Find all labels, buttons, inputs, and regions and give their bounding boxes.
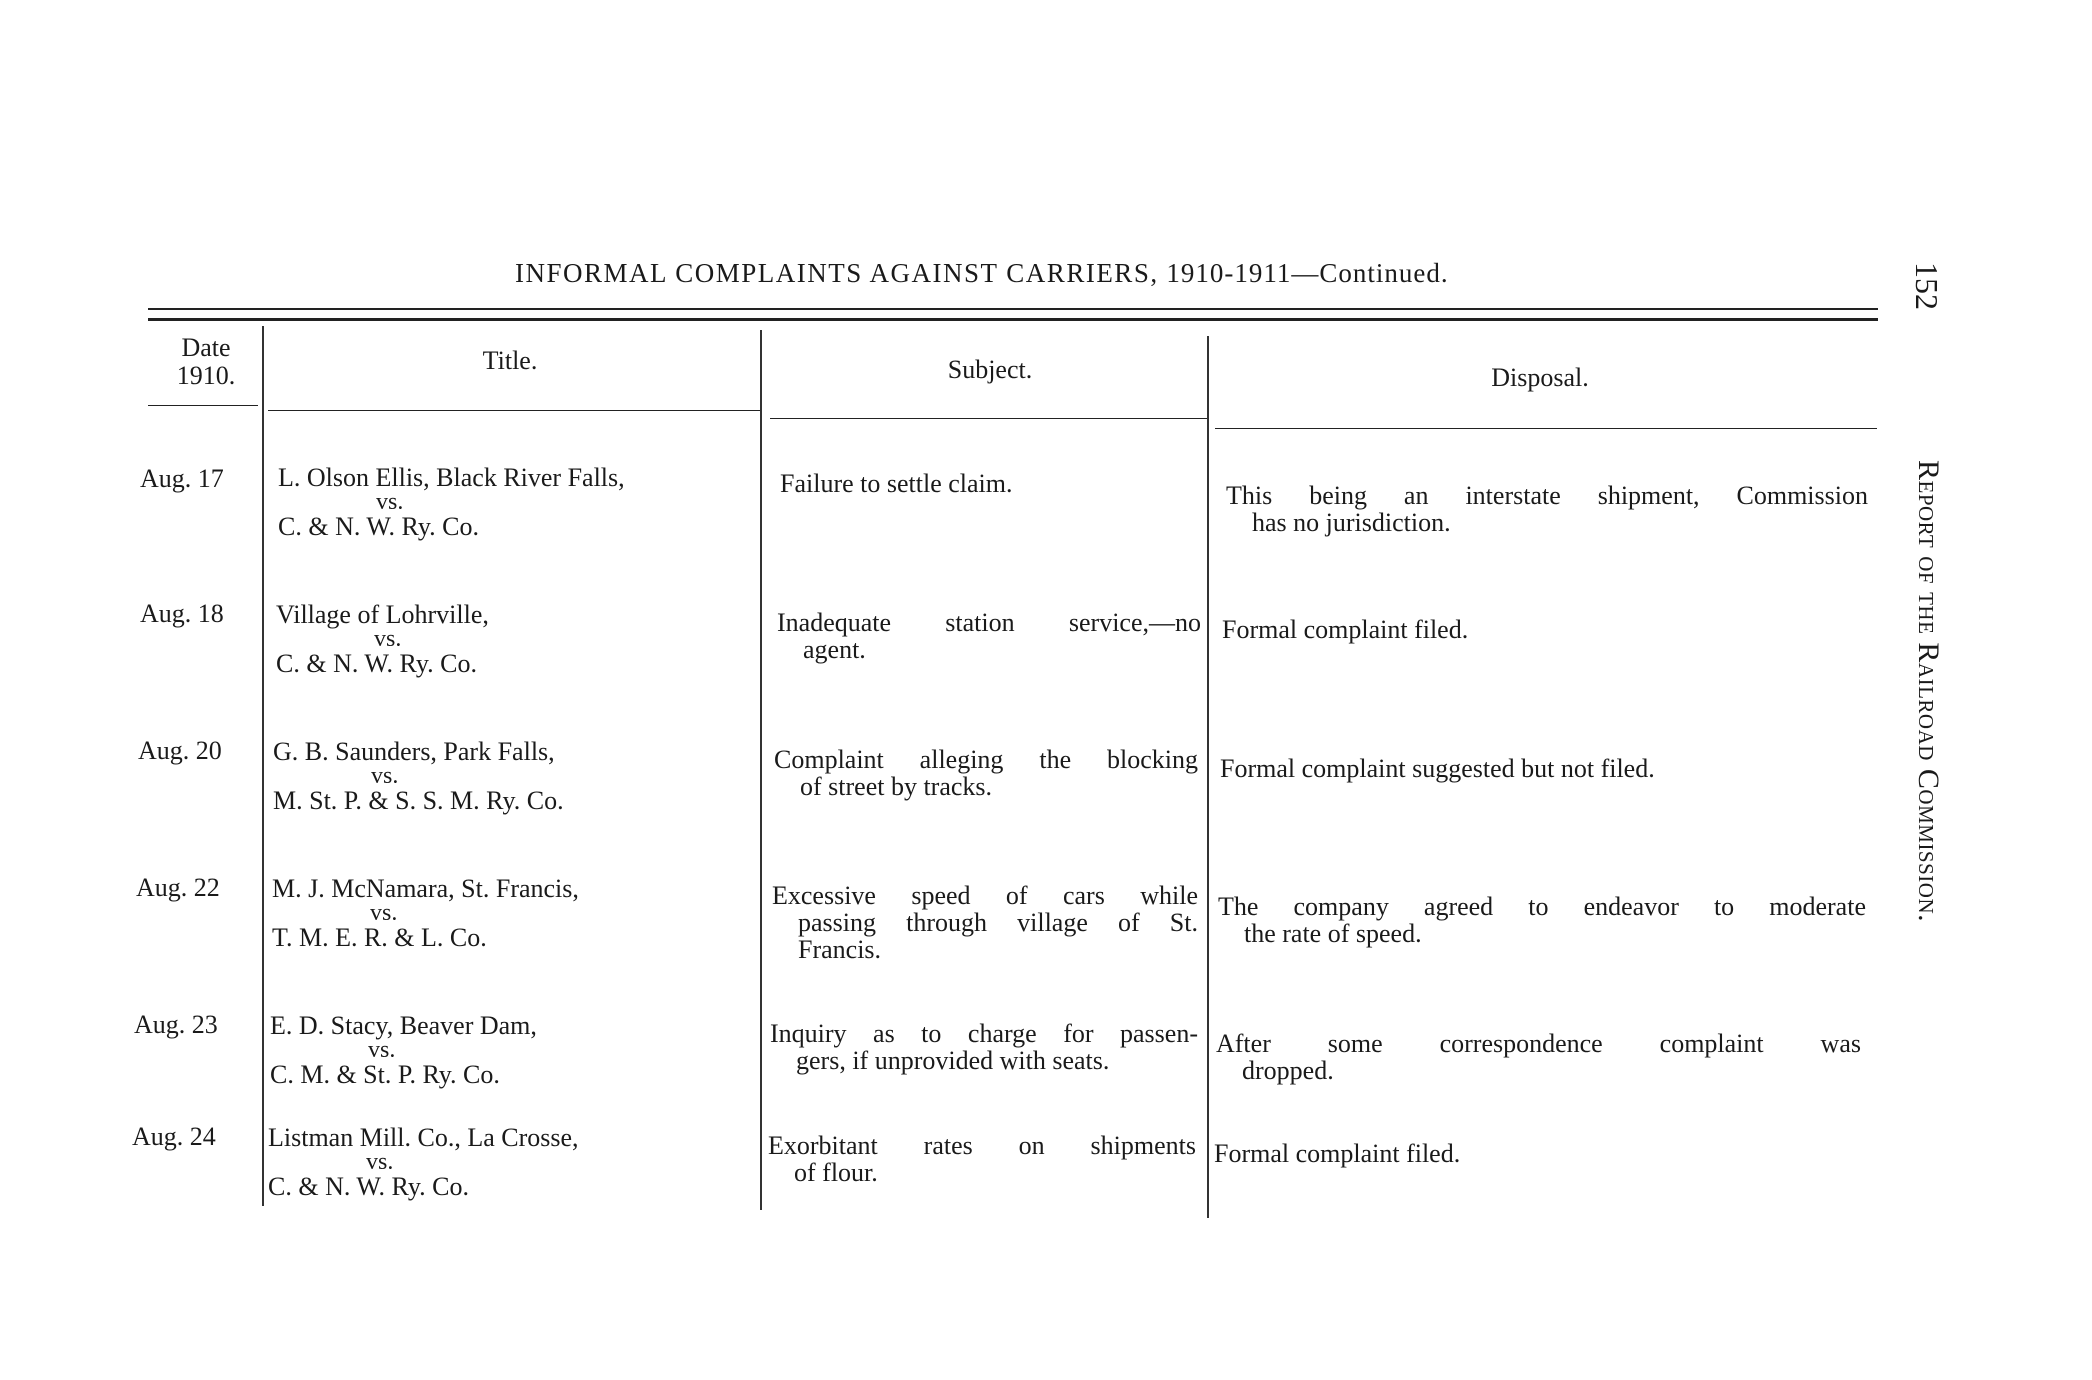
row-2-subject <box>777 609 1201 663</box>
row-2-disposal-line1: Formal complaint filed. <box>1222 615 1469 644</box>
row-4-defendant: T. M. E. R. & L. Co. <box>272 923 487 952</box>
row-4-title <box>272 875 579 951</box>
header-disposal: Disposal. <box>1491 363 1589 392</box>
row-5-subject-line2: gers, if unprovided with seats. <box>796 1046 1110 1075</box>
header-rule-date <box>148 405 258 406</box>
heading-suffix: —Continued. <box>1291 258 1449 288</box>
row-6-title <box>268 1124 579 1200</box>
row-5-vs: vs. <box>368 1037 396 1063</box>
row-3-subject-line1: Complaint alleging the blocking <box>774 745 1198 774</box>
header-date-line2: 1910. <box>176 361 236 390</box>
row-3-disposal-line1: Formal complaint suggested but not filed. <box>1220 754 1655 783</box>
row-2-complainant: Village of Lohrville, <box>276 600 489 629</box>
header-rule-title <box>268 410 760 411</box>
row-2-defendant: C. & N. W. Ry. Co. <box>276 649 477 678</box>
row-3-disposal <box>1220 755 1655 782</box>
row-6-subject-line1: Exorbitant rates on shipments <box>768 1131 1196 1160</box>
row-2-title <box>276 601 489 677</box>
row-3-defendant: M. St. P. & S. S. M. Ry. Co. <box>273 786 564 815</box>
row-4-disposal-line2: the rate of speed. <box>1244 919 1422 948</box>
row-2-vs: vs. <box>374 626 402 652</box>
row-5-disposal-line1: After some correspondence complaint was <box>1216 1029 1861 1058</box>
row-6-vs: vs. <box>366 1149 394 1175</box>
row-4-subject-line3: Francis. <box>798 935 882 964</box>
row-6-subject-line2: of flour. <box>794 1158 878 1187</box>
row-6-disposal <box>1214 1140 1460 1167</box>
row-5-subject-line1: Inquiry as to charge for passen- <box>770 1019 1198 1048</box>
running-title: Report of the Railroad Commission. <box>1912 460 1945 923</box>
row-3-vs: vs. <box>371 763 399 789</box>
row-4-subject <box>772 882 1198 963</box>
column-rule-1 <box>262 326 264 1206</box>
page-number: 152 <box>1909 262 1945 310</box>
row-3-subject-line2: of street by tracks. <box>800 772 993 801</box>
top-rule-lower <box>148 318 1878 321</box>
row-1-vs: vs. <box>376 489 404 515</box>
row-1-disposal <box>1226 482 1868 536</box>
row-5-subject <box>770 1020 1198 1074</box>
row-5-complainant: E. D. Stacy, Beaver Dam, <box>270 1011 537 1040</box>
row-4-subject-line2: passing through village of St. <box>798 908 1198 937</box>
row-4-subject-line1: Excessive speed of cars while <box>772 881 1198 910</box>
row-1-disposal-line2: has no jurisdiction. <box>1252 508 1451 537</box>
header-title: Title. <box>482 346 538 375</box>
row-2-disposal <box>1222 616 1468 643</box>
row-2-subject-line1: Inadequate station service,—no <box>777 608 1201 637</box>
row-1-date: Aug. 17 <box>140 464 224 493</box>
row-4-disposal-line1: The company agreed to endeavor to moderate <box>1218 892 1866 921</box>
row-1-disposal-line1: This being an interstate shipment, Commission <box>1226 481 1868 510</box>
header-subject: Subject. <box>947 355 1033 384</box>
row-4-disposal <box>1218 893 1866 947</box>
row-2-date: Aug. 18 <box>140 599 224 628</box>
row-6-subject <box>768 1132 1196 1186</box>
row-3-subject <box>774 746 1198 800</box>
row-3-complainant: G. B. Saunders, Park Falls, <box>273 737 555 766</box>
heading-main: INFORMAL COMPLAINTS AGAINST CARRIERS, <box>515 258 1159 288</box>
header-date <box>160 334 252 390</box>
row-3-title <box>273 738 564 814</box>
row-4-complainant: M. J. McNamara, St. Francis, <box>272 874 579 903</box>
row-5-date: Aug. 23 <box>134 1010 218 1039</box>
top-rule-upper <box>148 308 1878 310</box>
row-1-complainant: L. Olson Ellis, Black River Falls, <box>278 463 625 492</box>
row-5-defendant: C. M. & St. P. Ry. Co. <box>270 1060 500 1089</box>
table-heading <box>515 258 1449 289</box>
row-6-disposal-line1: Formal complaint filed. <box>1214 1139 1461 1168</box>
row-6-defendant: C. & N. W. Ry. Co. <box>268 1172 469 1201</box>
header-rule-subject <box>770 418 1208 419</box>
row-6-date: Aug. 24 <box>132 1122 216 1151</box>
header-rule-disposal <box>1215 428 1877 429</box>
row-5-disposal-line2: dropped. <box>1242 1056 1334 1085</box>
row-2-subject-line2: agent. <box>803 635 866 664</box>
heading-years: 1910-1911 <box>1166 258 1292 288</box>
row-4-date: Aug. 22 <box>136 873 220 902</box>
row-1-subject-line1: Failure to settle claim. <box>780 469 1013 498</box>
row-1-defendant: C. & N. W. Ry. Co. <box>278 512 479 541</box>
row-6-complainant: Listman Mill. Co., La Crosse, <box>268 1123 579 1152</box>
row-3-date: Aug. 20 <box>138 736 222 765</box>
header-date-line1: Date <box>181 333 231 362</box>
row-4-vs: vs. <box>370 900 398 926</box>
column-rule-3 <box>1207 336 1209 1218</box>
row-5-disposal <box>1216 1030 1861 1084</box>
row-1-subject <box>780 470 1013 497</box>
row-5-title <box>270 1012 537 1088</box>
column-rule-2 <box>760 330 762 1210</box>
row-1-title <box>278 464 625 540</box>
